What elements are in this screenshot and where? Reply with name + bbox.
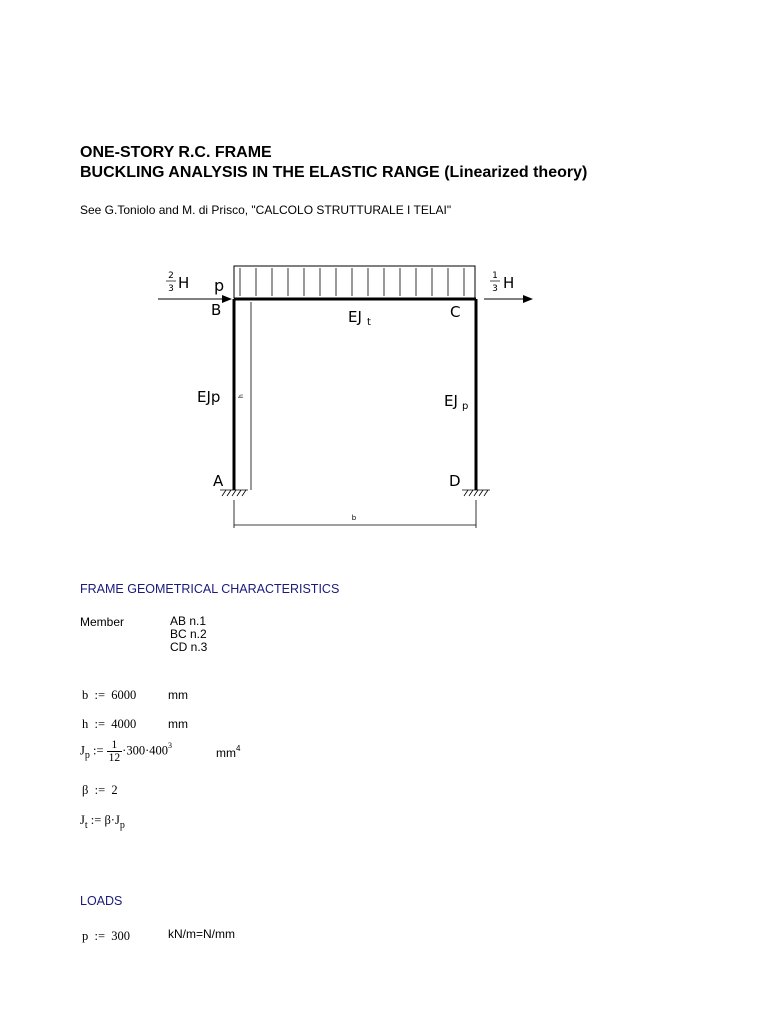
distributed-load-box [234, 266, 475, 298]
title-line-1: ONE-STORY R.C. FRAME [80, 144, 272, 161]
load-left-den: 3 [168, 284, 174, 294]
loads-heading: LOADS [80, 894, 123, 908]
b-unit: mm [168, 688, 188, 702]
member-label: Member [80, 615, 125, 629]
support-a [220, 490, 248, 496]
b-value: 6000 [111, 688, 137, 702]
beam-label: EJ [348, 308, 362, 326]
load-right-den: 3 [492, 284, 498, 294]
h-unit: mm [168, 717, 188, 731]
beam-label-sub: t [367, 317, 371, 328]
load-left-num: 2 [168, 271, 174, 281]
load-left-label: H [178, 274, 190, 292]
col-left-label: EJp [197, 388, 221, 406]
node-b: B [211, 301, 222, 319]
load-right-label: H [503, 274, 515, 292]
load-arrow-right [484, 295, 533, 303]
b-definition: b := 6000 [82, 688, 137, 702]
dimension-b-label: b [351, 514, 357, 522]
load-right-num: 1 [492, 271, 498, 281]
member-item: CD n.3 [170, 640, 208, 654]
node-d: D [449, 472, 461, 490]
p-definition: p := 300 [82, 929, 131, 943]
beta-value: 2 [111, 783, 118, 797]
h-value: 4000 [111, 717, 137, 731]
geometry-heading: FRAME GEOMETRICAL CHARACTERISTICS [80, 582, 340, 596]
p-unit: kN/m=N/mm [168, 927, 235, 941]
member-item: BC n.2 [170, 627, 207, 641]
member-list [170, 615, 207, 654]
dimension-h-label: h [238, 394, 245, 398]
jp-fraction: $\frac{1}{12}$ [108, 739, 121, 764]
support-d [462, 490, 490, 496]
jp-definition: $J_p$ := $\frac{1}{12}$ $\cdot 300\cdot 400^3$ [80, 739, 172, 764]
jp-unit: $mm^4$ [216, 744, 241, 760]
node-a: A [213, 472, 224, 490]
title-paren: (Linearized theory) [444, 164, 588, 181]
beta-definition: β := 2 [82, 783, 118, 797]
reference-text: See G.Toniolo and M. di Prisco, "CALCOLO STRUTTURALE I TELAI" [80, 203, 452, 217]
jt-definition: $J_t$ := $\beta\cdot J_p$ [80, 813, 125, 831]
member-item: AB n.1 [170, 614, 207, 628]
col-right-sub: p [462, 401, 469, 412]
p-value: 300 [111, 929, 131, 943]
node-c: C [450, 303, 461, 321]
distributed-load-arrows [240, 268, 464, 296]
load-p-label: p [214, 276, 225, 295]
col-right-label: EJ [444, 392, 458, 410]
h-definition: h := 4000 [82, 717, 137, 731]
title-main: BUCKLING ANALYSIS IN THE ELASTIC RANGE [80, 164, 440, 181]
